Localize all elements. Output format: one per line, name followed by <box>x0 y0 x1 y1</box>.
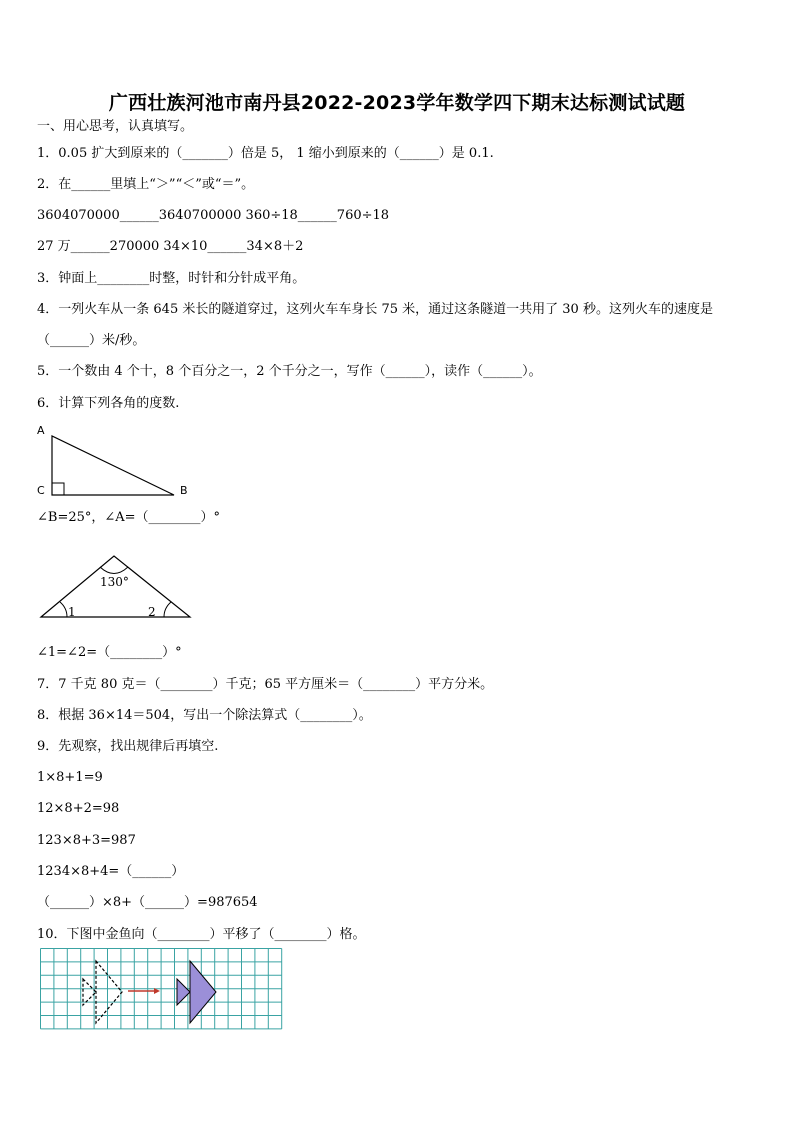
original-fish-body <box>96 961 122 1023</box>
obtuse-triangle-figure <box>38 550 194 622</box>
right-angle-marker <box>52 483 64 495</box>
angle-130-label: 130° <box>100 575 129 589</box>
vertex-label-a: A <box>37 424 45 437</box>
right-triangle-figure <box>34 420 204 502</box>
angle-2-arc <box>164 602 171 617</box>
grid-lines <box>41 949 282 1029</box>
question-4-continued: （______）米/秒。 <box>37 333 146 348</box>
right-triangle-shape <box>52 436 174 495</box>
top-angle-arc <box>100 567 128 574</box>
question-5: 5．一个数由 4 个十，8 个百分之一，2 个千分之一，写作（______），读作（______）。 <box>37 364 542 379</box>
pattern-line-2: 12×8+2=98 <box>37 801 120 816</box>
question-6-answer-1: ∠B=25°，∠A=（________）° <box>37 510 221 525</box>
question-6: 6．计算下列各角的度数. <box>37 396 180 411</box>
vertex-label-c: C <box>37 484 45 497</box>
question-2-line-1: 3604070000______3640700000 360÷18______760÷18 <box>37 208 390 223</box>
pattern-line-4: 1234×8+4=（______） <box>37 864 185 879</box>
question-9: 9．先观察，找出规律后再填空. <box>37 739 219 754</box>
question-2: 2．在______里填上“＞”“＜”或“＝”。 <box>37 177 255 192</box>
question-2-line-2: 27 万______270000 34×10______34×8＋2 <box>37 239 304 254</box>
pattern-line-3: 123×8+3=987 <box>37 833 136 848</box>
question-1: 1．0.05 扩大到原来的（_______）倍是 5， 1 缩小到原来的（______）是 0.1. <box>37 146 494 161</box>
question-10: 10．下图中金鱼向（________）平移了（________）格。 <box>37 927 366 942</box>
question-7: 7．7 千克 80 克＝（________）千克；65 平方厘米＝（________）平方分米。 <box>37 677 494 692</box>
angle-2-label: 2 <box>148 605 156 619</box>
question-8: 8．根据 36×14＝504，写出一个除法算式（________）。 <box>37 708 372 723</box>
angle-1-arc <box>60 602 67 617</box>
pattern-line-1: 1×8+1=9 <box>37 770 103 785</box>
question-6-answer-2: ∠1=∠2=（________）° <box>37 645 182 660</box>
angle-1-label: 1 <box>68 605 76 619</box>
vertex-label-b: B <box>180 484 188 497</box>
moved-fish-body <box>190 961 216 1023</box>
question-4: 4．一列火车从一条 645 米长的隧道穿过，这列火车车身长 75 米，通过这条隧道一共用了 30 秒。这列火车的速度是 <box>37 302 713 317</box>
question-3: 3．钟面上________时整，时针和分针成平角。 <box>37 271 306 286</box>
section-heading: 一、用心思考，认真填写。 <box>37 119 194 134</box>
page-title: 广西壮族河池市南丹县2022-2023学年数学四下期末达标测试试题 <box>108 92 686 114</box>
pattern-line-5: （______）×8+（______）=987654 <box>37 895 258 910</box>
goldfish-grid-figure <box>40 948 288 1032</box>
